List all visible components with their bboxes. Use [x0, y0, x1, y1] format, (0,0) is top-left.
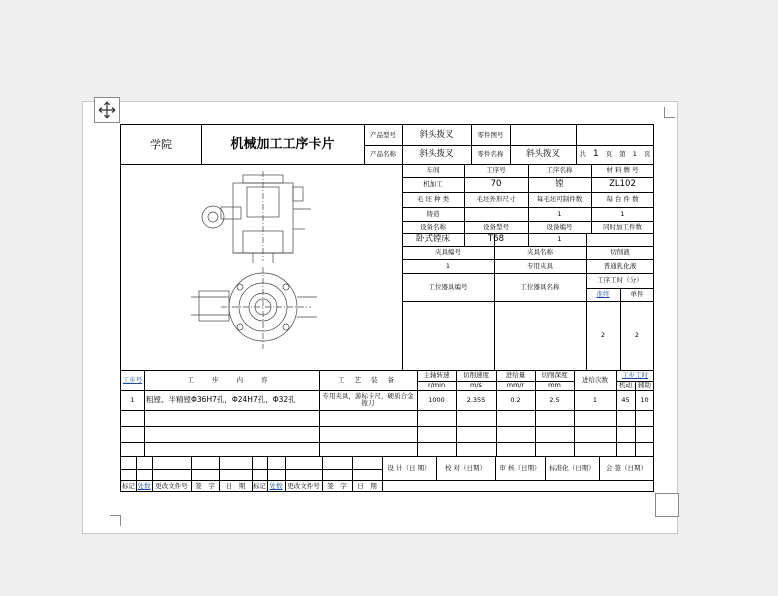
move-arrows-icon: [98, 101, 116, 119]
signoff-standard: 标准化（日期）: [549, 463, 595, 472]
page-label: 第: [619, 150, 626, 159]
fixture-no-value: 1: [445, 261, 451, 270]
product-name-label: 产品名称: [370, 150, 396, 159]
workshop-value: 机加工: [423, 180, 443, 189]
pieces-per-blank-header: 每毛坯可制件数: [536, 195, 583, 204]
page-unit-2: 页: [643, 150, 651, 159]
blank-size-header: 毛坯外形尺寸: [476, 195, 516, 204]
signoff-review: 审 核（日期）: [499, 463, 541, 472]
school-name: 学院: [150, 137, 172, 151]
part-name-label: 零件名称: [477, 150, 504, 159]
rev-doc-no-2: 更改文件号: [287, 481, 320, 490]
material-value: ZL102: [609, 179, 636, 190]
blank-type-header: 毛 坯 种 类: [416, 195, 450, 204]
page-count: [576, 145, 654, 164]
step-1-feed: 0.2: [510, 395, 521, 404]
pieces-per-unit-header: 每 台 件 数: [606, 195, 639, 204]
step-1-content: 粗镗、半精镗Φ36H7孔，Φ24H7孔，Φ32孔: [146, 395, 296, 405]
depth-unit: mm: [548, 381, 561, 390]
crop-mark-bottom-left: [110, 515, 121, 526]
feed-header: 进给量: [505, 371, 526, 380]
table-move-handle[interactable]: [94, 97, 120, 123]
unit-time-value: 2: [634, 331, 640, 340]
equip-no-header: 设备编号: [546, 222, 573, 231]
op-name-header: 工序名称: [546, 166, 573, 175]
prep-time-value: 2: [600, 331, 606, 340]
coolant-header: 切削液: [610, 248, 630, 257]
coolant-value: 普通乳化液: [603, 261, 637, 270]
depth-header: 切削深度: [541, 371, 568, 380]
blank-type-value: 铸造: [426, 209, 440, 218]
rev-mark: 标记: [122, 481, 135, 490]
unit-time-header: 单件: [630, 290, 644, 299]
op-no-header: 工序号: [486, 166, 506, 175]
material-header: 材 料 牌 号: [606, 166, 639, 175]
signoff-approve: 会 签（日期）: [605, 463, 648, 472]
step-1-aux-time: 10: [640, 395, 649, 404]
passes-header: 进给次数: [582, 375, 608, 384]
spindle-header: 主轴转速: [423, 371, 450, 380]
product-name-value: 斜头拨叉: [419, 149, 454, 160]
op-no-value: 70: [490, 179, 502, 190]
step-1-equipment: 专用夹具，游标卡尺，硬质合金镗刀: [322, 392, 414, 407]
simul-header: 同时加工件数: [603, 222, 642, 231]
fixture-no-header: 夹具编号: [435, 248, 461, 257]
part-name-value: 斜头拨叉: [525, 149, 560, 160]
equip-model-value: T68: [487, 234, 504, 245]
rev-doc-no: 更改文件号: [155, 481, 188, 490]
step-1-passes: 1: [592, 395, 598, 404]
step-1-spindle: 1000: [428, 395, 445, 404]
crop-mark-top-right: [664, 107, 675, 118]
op-time-header: 工序工时（分）: [597, 276, 643, 285]
rev-count: 处数: [137, 481, 151, 490]
step-equipment-header: 工 艺 装 备: [337, 375, 399, 384]
feed-unit: mm/r: [506, 381, 525, 390]
step-1-no: 1: [130, 395, 135, 404]
step-1-depth: 2.5: [549, 395, 560, 404]
fixture-name-header: 夹具名称: [527, 248, 553, 257]
pieces-per-blank-value: 1: [557, 209, 562, 218]
station-tool-name-header: 工位器具名称: [520, 282, 560, 291]
process-card: [120, 124, 654, 492]
pieces-per-unit-value: 1: [620, 209, 625, 218]
card-title: 机械加工工序卡片: [230, 136, 335, 152]
op-name-value: 镗: [555, 179, 564, 190]
page-unit: 页: [605, 150, 613, 159]
total-label: 共: [579, 150, 586, 159]
total-pages: 1: [593, 148, 599, 159]
table-resize-handle[interactable]: [655, 493, 679, 517]
machine-time-header: 机动: [619, 381, 632, 390]
step-no-header: 工步号: [122, 375, 143, 384]
step-1-speed: 2.355: [466, 395, 486, 404]
part-drawing: [181, 169, 341, 354]
simul-value: 1: [557, 235, 562, 244]
step-1-machine-time: 45: [621, 395, 630, 404]
speed-header: 切削速度: [463, 371, 489, 380]
product-model-label: 产品型号: [370, 130, 396, 139]
rev-mark-2: 标记: [253, 481, 266, 490]
step-time-header: 工步工时: [622, 371, 648, 380]
speed-unit: m/s: [470, 381, 482, 390]
part-drawing-label: 零件图号: [477, 130, 504, 139]
workshop-header: 车间: [426, 166, 440, 175]
equip-name-value: 卧式镗床: [415, 234, 450, 245]
equip-model-header: 设备型号: [483, 222, 509, 231]
rev-sign: 签 字: [195, 481, 215, 490]
signoff-design: 设 计（日 期）: [387, 463, 431, 472]
product-model-value: 斜头拨叉: [419, 129, 454, 140]
part-drawing-value: [510, 125, 654, 145]
rev-sign-2: 签 字: [327, 481, 347, 490]
page-number: 1: [632, 150, 637, 159]
aux-time-header: 辅助: [638, 381, 651, 390]
equip-name-header: 设备名称: [420, 222, 446, 231]
prep-time-header: 准终: [596, 290, 610, 299]
spindle-unit: r/min: [427, 381, 446, 390]
rev-date-2: 日 期: [357, 481, 377, 490]
step-content-header: 工 步 内 容: [187, 375, 276, 384]
station-tool-no-header: 工位器具编号: [428, 282, 468, 291]
rev-count-2: 处数: [269, 481, 283, 490]
rev-date: 日 期: [225, 481, 246, 490]
fixture-name-value: 专用夹具: [527, 261, 553, 270]
signoff-check: 校 对（日期）: [444, 463, 487, 472]
